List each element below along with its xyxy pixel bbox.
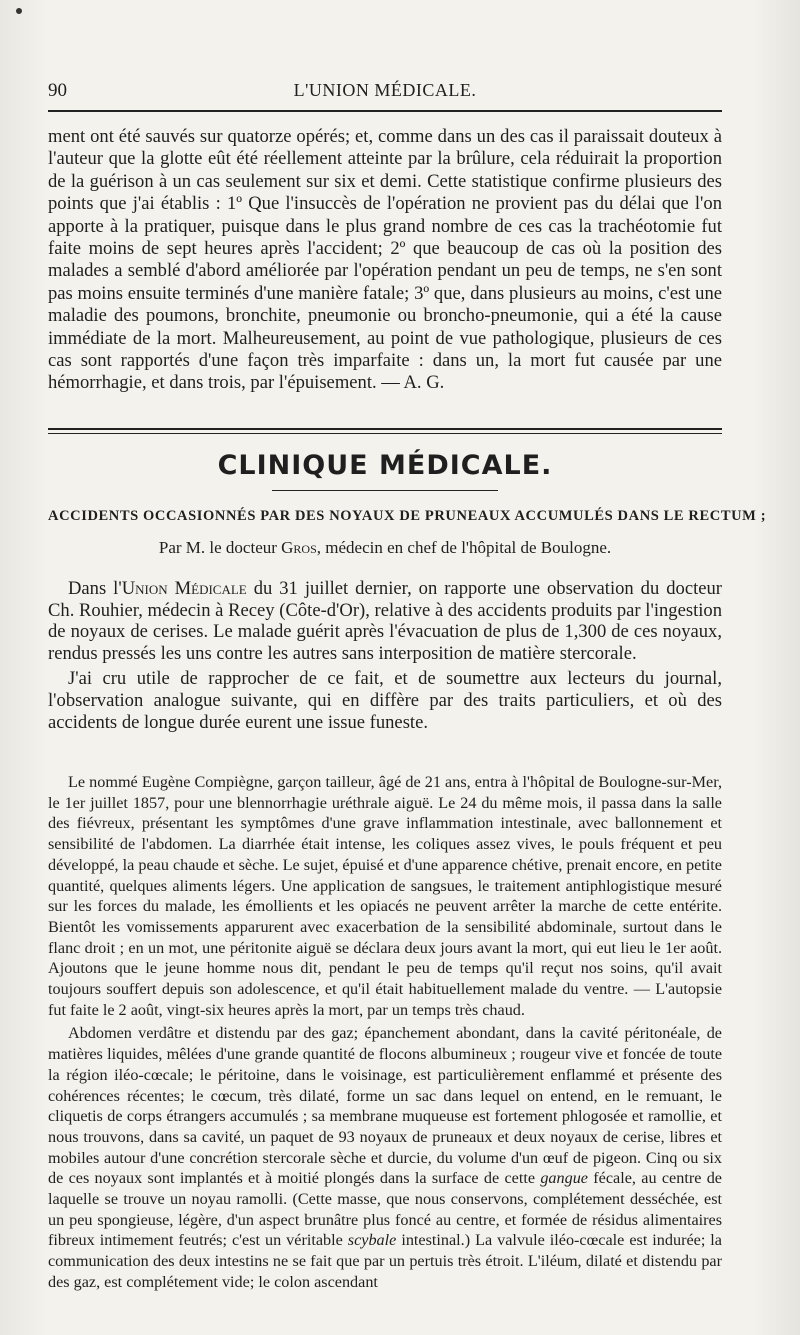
page-number: 90 bbox=[48, 80, 67, 101]
observation-paragraph-2: Abdomen verdâtre et distendu par des gaz; épanchement abondant, dans la cavité péritonéale, de matières liquides, mêlées d'une grande quantité de flocons albumineux ; rougeur vive et foncée de toute la région iléo-cœcale; le péritoine, dans le voisinage, est particulièrement enflammé et présente des cohérences récentes; le cœcum, très dilaté, forme un sac dans lequel on entend, en le remuant, le cliquetis de corps étrangers accumulés ; sa membrane muqueuse est fortement phlogosée et ramollie, et nous trouvons, dans sa cavité, un paquet de 93 noyaux de pruneaux et deux noyaux de cerise, libres et mobiles autour d'une concrétion stercorale sèche et durcie, du volume d'un œuf de pigeon. Cinq ou six de ces noyaux sont implantés et à moitié plongés dans la surface de cette gangue fécale, au centre de laquelle se trouve un noyau ramolli. (Cette masse, que nous conservons, complétement desséchée, est un peu spongieuse, légère, d'un aspect brunâtre plus foncé au centre, et formée de résidus alimentaires fibreux intimement feutrés; c'est un véritable scybale intestinal.) La valvule iléo-cœcale est indurée; la communication des deux intestins ne se fait que par un pertuis très étroit. L'iléum, dilaté et distendu par des gaz, est complétement vide; le colon ascendant bbox=[48, 1024, 722, 1291]
running-title: L'UNION MÉDICALE. bbox=[293, 80, 477, 100]
term-scybale: scybale bbox=[347, 1231, 397, 1250]
speck-mark bbox=[16, 8, 22, 14]
observation-text bbox=[48, 772, 722, 1293]
byline-author: Gros bbox=[281, 538, 317, 557]
section-rule-top bbox=[48, 428, 722, 430]
journal-name: Union Médicale bbox=[121, 578, 247, 599]
article-paragraph-2: J'ai cru utile de rapprocher de ce fait, et de soumettre aux lecteurs du journal, l'observation analogue suivante, qui en diffère par des traits particuliers, et où des accidents de longue durée eurent une issue funeste. bbox=[48, 668, 722, 733]
section-title: CLINIQUE MÉDICALE. bbox=[217, 450, 553, 481]
byline-prefix: Par M. le docteur bbox=[158, 538, 277, 557]
header-rule bbox=[48, 110, 722, 112]
page-header bbox=[48, 78, 722, 104]
section-title-rule bbox=[272, 490, 498, 491]
byline bbox=[48, 538, 722, 558]
article-intro bbox=[48, 578, 722, 733]
term-gangue: gangue bbox=[540, 1169, 588, 1188]
section-rule-top-thin bbox=[48, 433, 722, 434]
intro-paragraph: ment ont été sauvés sur quatorze opérés; et, comme dans un des cas il paraissait douteux à l'auteur que la glotte eût été réellement atteinte par la brûlure, cela réduirait la proportion de la guérison à un cas seulement sur six et demi. Cette statistique confirme plusieurs des points que j'ai établis : 1º Que l'insuccès de l'opération ne provient pas du délai que l'on apporte à la pratiquer, puisque dans le plus grand nombre de ces cas la trachéotomie fut faite moins de sept heures après l'accident; 2º que beaucoup de cas où la position des malades a semblé d'abord améliorée par l'opération pendant un peu de temps, ne s'en sont pas moins ensuite terminés d'une manière fatale; 3º que, dans plusieurs au moins, c'est une maladie des poumons, bronchite, pneumonie ou broncho-pneumonie, qui a été la cause immédiate de la mort. Malheureusement, au point de vue pathologique, plusieurs de ces cas sont rapportés d'une façon très imparfaite : dans un, la mort fut causée par une hémorrhagie, et dans trois, par l'épuisement. — A. G. bbox=[48, 126, 722, 394]
observation-paragraph-1: Le nommé Eugène Compiègne, garçon tailleur, âgé de 21 ans, entra à l'hôpital de Boulogne-sur-Mer, le 1er juillet 1857, pour une blennorrhagie uréthrale aiguë. Le 24 du même mois, il passa dans la salle des fiévreux, présentant les symptômes d'une grave inflammation intestinale, avec ballonnement et sensibilité de l'abdomen. La diarrhée était intense, les coliques assez vives, le pouls fréquent et peu développé, la peau chaude et sèche. Le sujet, épuisé et d'une apparence chétive, prenait encore, en petite quantité, quelques aliments légers. Une application de sangsues, le traitement antiphlogistique mesuré sur les forces du malade, les émollients et les opiacés ne peuvent arrêter la marche de cette entérite. Bientôt les vomissements apparurent avec exacerbation de la sensibilité abdominale, surtout dans le flanc droit ; en un mot, une péritonite aiguë se déclara deux jours avant la mort, qui eut lieu le 1er août. Ajoutons que le jeune homme nous dit, pendant le peu de temps qu'il reçut nos soins, qu'il avait toujours souffert depuis son adolescence, et qu'il était habituellement malade du ventre. — L'autopsie fut faite le 2 août, vingt-six heures après la mort, par un temps très chaud. bbox=[48, 773, 722, 1019]
byline-suffix: , médecin en chef de l'hôpital de Boulogne. bbox=[316, 538, 612, 557]
article-paragraph-1: Dans l'Union Médicale du 31 juillet dernier, on rapporte une observation du docteur Ch. Rouhier, médecin à Recey (Côte-d'Or), relative à des accidents produits par l'ingestion de noyaux de cerises. Le malade guérit après l'évacuation de plus de 1,300 de ces noyaux, rendus pressés les uns contre les autres sans interposition de matière stercorale. bbox=[48, 578, 722, 664]
article-title: ACCIDENTS OCCASIONNÉS PAR DES NOYAUX DE PRUNEAUX ACCUMULÉS DANS LE RECTUM ; bbox=[48, 508, 767, 524]
